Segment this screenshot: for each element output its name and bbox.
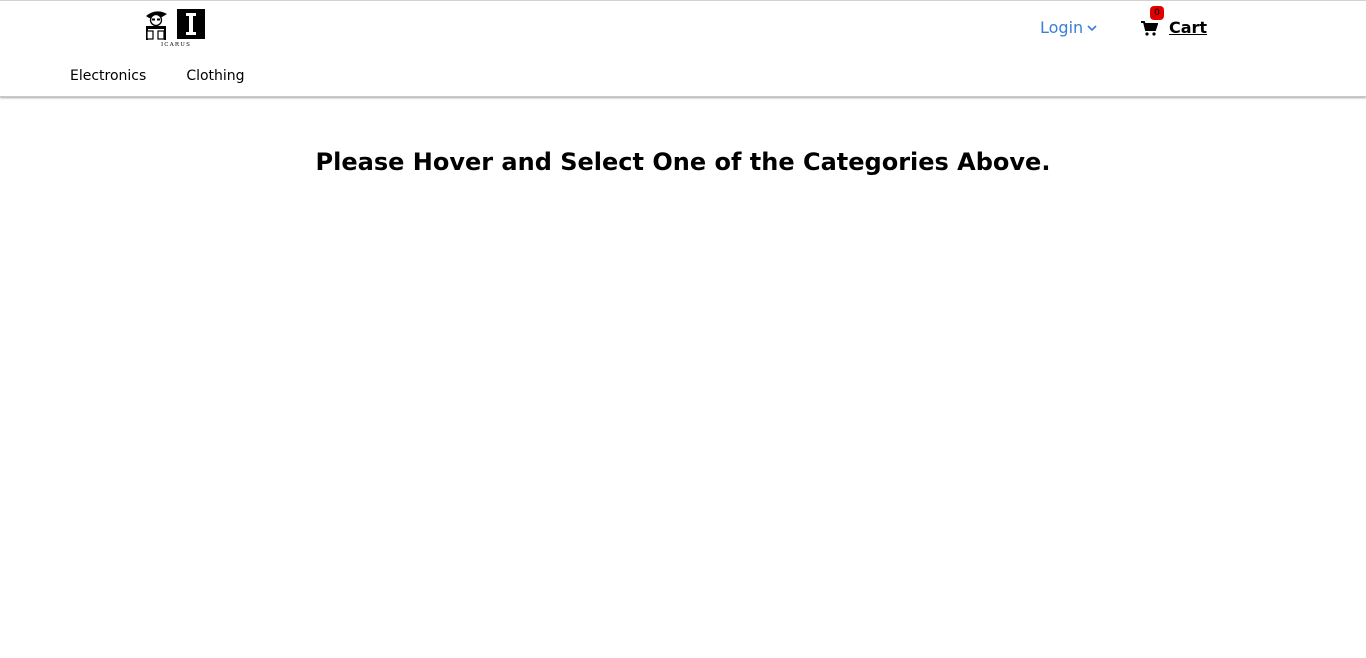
- logo-text: ICARUS: [160, 42, 192, 47]
- nav-item-clothing[interactable]: Clothing: [186, 68, 245, 84]
- cart-label: Cart: [1169, 18, 1208, 37]
- cart-icon-wrap: [1140, 7, 1160, 37]
- nav-item-electronics[interactable]: Electronics: [70, 68, 147, 84]
- login-dropdown[interactable]: [1040, 18, 1098, 37]
- shopping-cart-icon: [1140, 19, 1158, 37]
- cart-count-badge: 0: [1150, 6, 1164, 20]
- site-header: [0, 1, 1366, 97]
- chevron-down-icon: [1086, 22, 1098, 34]
- brand-logo[interactable]: [143, 7, 207, 47]
- page-heading: Please Hover and Select One of the Categories Above.: [315, 148, 1051, 176]
- cart-button[interactable]: [1140, 7, 1208, 37]
- category-nav: [70, 68, 245, 84]
- icarus-logo-icon: [143, 7, 207, 47]
- login-label: Login: [1040, 18, 1084, 37]
